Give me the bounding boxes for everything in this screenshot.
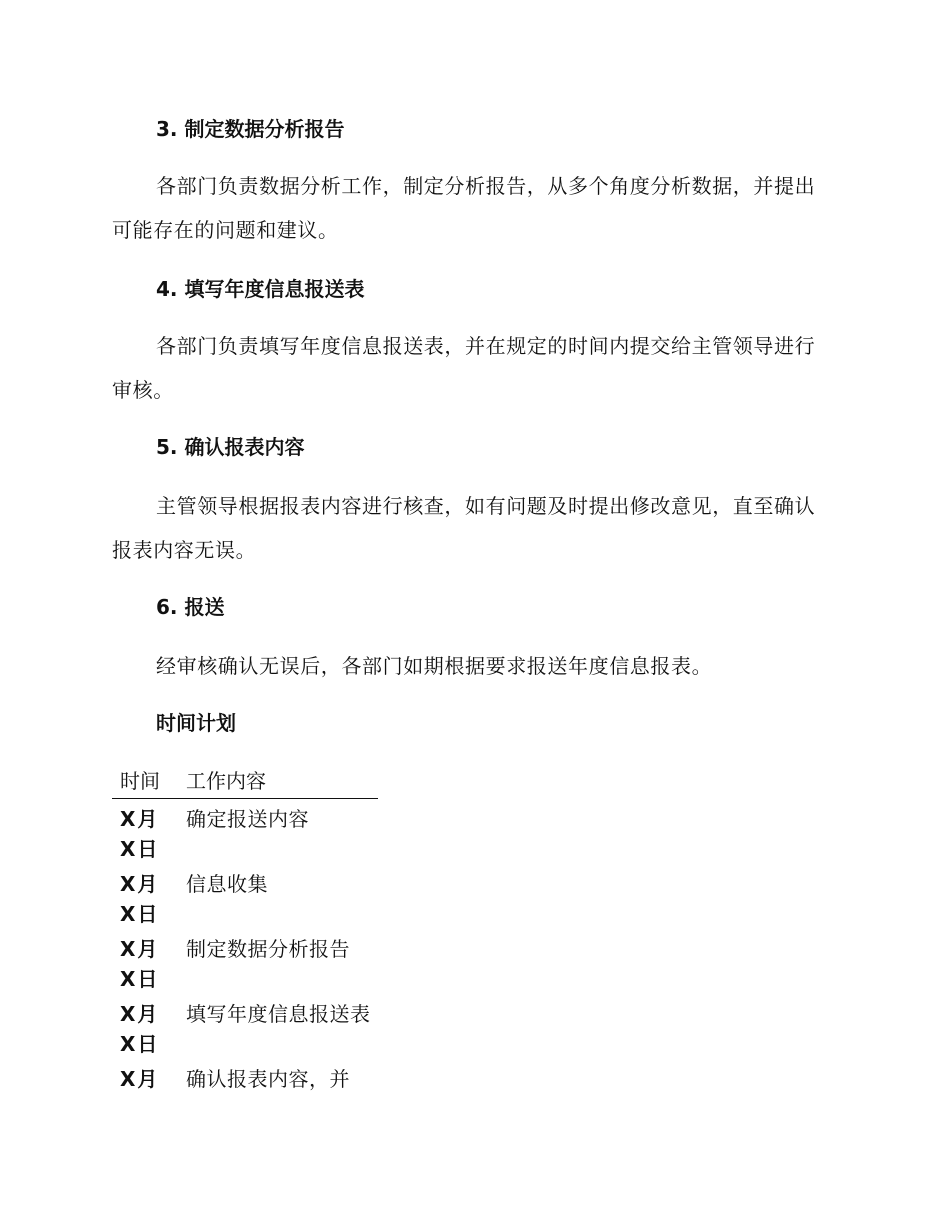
section-heading-4: 4. 填写年度信息报送表: [156, 277, 365, 301]
row-date: [112, 804, 186, 864]
table-row: [112, 864, 378, 929]
row-month: X月: [120, 1067, 160, 1091]
section-heading-5: 5. 确认报表内容: [156, 435, 305, 459]
row-work: 确定报送内容: [186, 807, 309, 831]
row-day: X日: [120, 837, 160, 861]
section-heading-6: 6. 报送: [156, 595, 225, 619]
time-plan-table: [112, 764, 378, 1094]
row-date: [112, 999, 186, 1059]
row-date: [112, 934, 186, 994]
section-paragraph-6: 经审核确认无误后，各部门如期根据要求报送年度信息报表。: [156, 654, 713, 678]
column-header-time: 时间: [120, 769, 160, 793]
row-work: 信息收集: [186, 872, 268, 896]
row-month: X月: [120, 807, 160, 831]
row-month: X月: [120, 872, 160, 896]
row-work: 确认报表内容，并: [186, 1067, 350, 1091]
table-header-row: [112, 764, 378, 799]
row-date: [112, 869, 186, 929]
plan-heading: 时间计划: [156, 711, 236, 735]
section-heading-3: 3. 制定数据分析报告: [156, 117, 345, 141]
table-row: [112, 929, 378, 994]
section-paragraph-3: 各部门负责数据分析工作，制定分析报告，从多个角度分析数据，并提出可能存在的问题和建议。: [112, 174, 816, 242]
table-row: [112, 799, 378, 864]
table-row: [112, 994, 378, 1059]
row-day: X日: [120, 1032, 160, 1056]
section-paragraph-5: 主管领导根据报表内容进行核查，如有问题及时提出修改意见，直至确认报表内容无误。: [112, 494, 816, 562]
row-work: 制定数据分析报告: [186, 937, 350, 961]
row-date: [112, 1064, 186, 1094]
section-paragraph-4: 各部门负责填写年度信息报送表，并在规定的时间内提交给主管领导进行审核。: [112, 334, 816, 402]
column-header-work: 工作内容: [186, 769, 266, 793]
table-row: [112, 1059, 378, 1094]
row-month: X月: [120, 937, 160, 961]
row-work: 填写年度信息报送表: [186, 1002, 371, 1026]
row-month: X月: [120, 1002, 160, 1026]
row-day: X日: [120, 967, 160, 991]
row-day: X日: [120, 902, 160, 926]
